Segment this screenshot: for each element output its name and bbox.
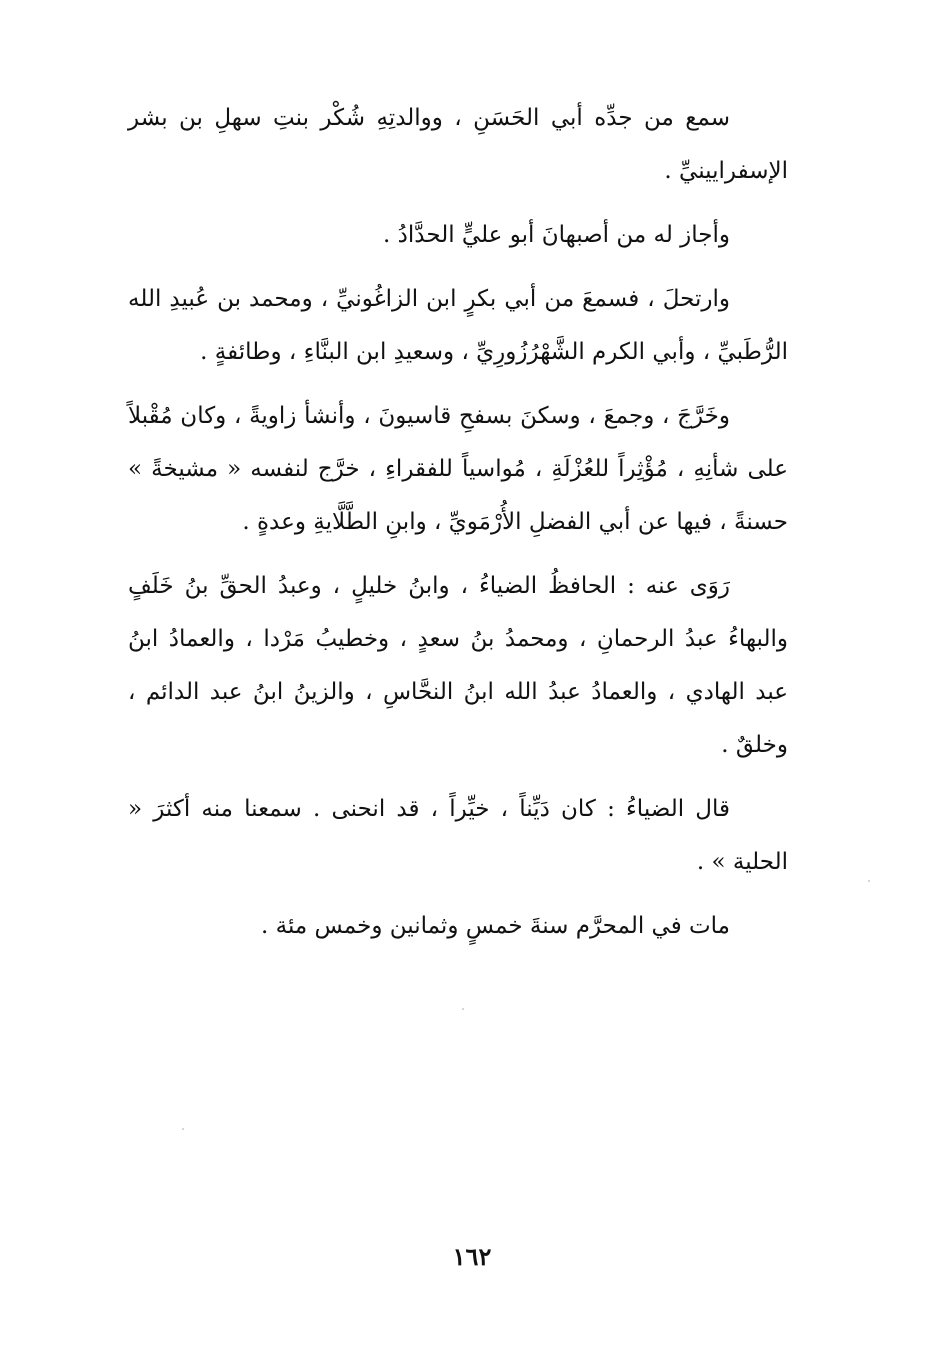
paragraph-death: مات في المحرَّم سنةَ خمسٍ وثمانين وخمس مئة . — [261, 913, 730, 939]
paragraph-permission: وأجاز له من أصبهانَ أبو عليٍّ الحدَّادُ . — [383, 222, 730, 248]
scan-speck — [462, 1008, 464, 1010]
page-number: ١٦٢ — [452, 1242, 492, 1271]
paragraph-narrators: رَوَى عنه : الحافظُ الضياءُ ، وابنُ خليلٍ ، وعبدُ الحقِّ بنُ خَلَفٍ والبهاءُ عبدُ الرحمانِ ، ومحمدُ بنُ سعدٍ ، وخطيبُ مَرْدا ، والعمادُ ابنُ عبد الهادي ، والعمادُ عبدُ الله ابنُ النحَّاسِ ، والزينُ ابنُ عبد الدائم ، وخلقٌ . — [128, 573, 788, 758]
scan-speck — [868, 880, 870, 882]
paragraph-diya-quote: قال الضياءُ : كان دَيِّناً ، خيِّراً ، قد انحنى . سمعنا منه أكثرَ « الحلية » . — [128, 796, 788, 875]
paragraph-travel: وارتحلَ ، فسمعَ من أبي بكرٍ ابن الزاغُونيِّ ، ومحمد بن عُبيدِ الله الرُّطَبيِّ ، وأبي الكرم الشَّهْرُزُورِيِّ ، وسعيدِ ابن البنَّاءِ ، وطائفةٍ . — [128, 286, 788, 365]
body-text — [128, 92, 788, 953]
paragraph-works: وخَرَّجَ ، وجمعَ ، وسكنَ بسفحِ قاسيونَ ، وأنشأ زاويةً ، وكان مُقْبلاً على شأنِهِ ، مُؤْثِراً للعُزْلَةِ ، مُواسياً للفقراءِ ، خرَّج لنفسه « مشيخةً » حسنةً ، فيها عن أبي الفضلِ الأُرْمَويِّ ، وابنِ الطَّلَّايةِ وعدةٍ . — [128, 403, 788, 535]
paragraph-hearing: سمع من جدِّه أبي الحَسَنِ ، ووالدتِهِ شُكْر بنتِ سهلِ بن بشر الإسفرايينيِّ . — [128, 105, 788, 184]
scan-speck — [182, 1128, 184, 1130]
